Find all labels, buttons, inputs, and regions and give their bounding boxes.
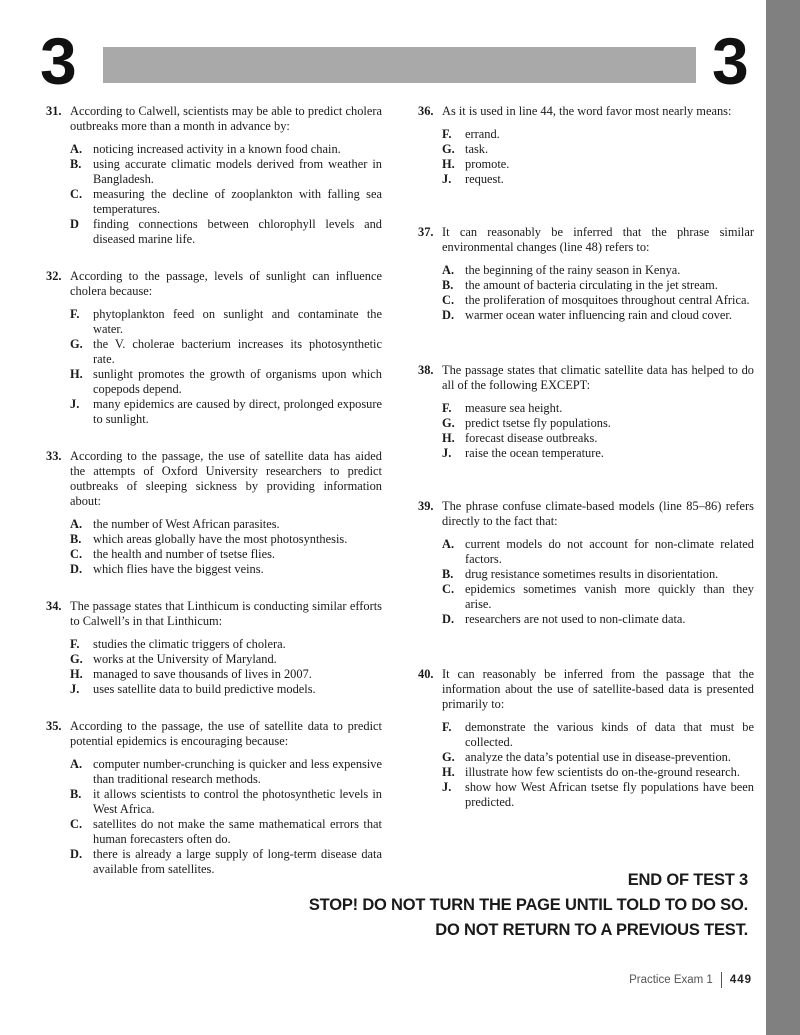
question-number: 37. bbox=[418, 225, 434, 239]
answer-choice-a[interactable]: A. computer number-crunching is quicker and less expensive than traditional research methods. bbox=[70, 757, 382, 786]
question-number: 33. bbox=[46, 449, 62, 463]
answer-choice-h[interactable]: H. forecast disease outbreaks. bbox=[442, 431, 598, 445]
answer-choice-d[interactable]: D. which flies have the biggest veins. bbox=[70, 562, 264, 576]
answer-choice-f[interactable]: F. studies the climatic triggers of cholera. bbox=[70, 637, 286, 651]
question-stem: It can reasonably be inferred from the passage that the information about the use of satellite-based data is presented primarily to: bbox=[442, 667, 754, 711]
answer-choice-g[interactable]: G. task. bbox=[442, 142, 489, 156]
answer-choice-a[interactable]: A. the beginning of the rainy season in Kenya. bbox=[442, 263, 681, 277]
answer-choice-a[interactable]: A. the number of West African parasites. bbox=[70, 517, 280, 531]
end-of-test-notice bbox=[309, 868, 748, 943]
question-35 bbox=[40, 719, 382, 877]
question-stem: The passage states that Linthicum is conducting similar efforts to Calwell’s in that Linthicum: bbox=[70, 599, 382, 628]
answer-choice-f[interactable]: F. errand. bbox=[442, 127, 500, 141]
answer-choice-a[interactable]: A. noticing increased activity in a known food chain. bbox=[70, 142, 341, 156]
question-stem: According to the passage, levels of sunlight can influence cholera because: bbox=[70, 269, 382, 298]
question-stem: It can reasonably be inferred that the phrase similar environmental changes (line 48) refers to: bbox=[442, 225, 754, 254]
answer-choice-j[interactable]: J. raise the ocean temperature. bbox=[442, 446, 604, 460]
section-number-left: 3 bbox=[40, 24, 77, 98]
footer-divider bbox=[721, 972, 722, 988]
question-number: 35. bbox=[46, 719, 62, 733]
question-33 bbox=[40, 449, 382, 577]
answer-choice-b[interactable]: B. drug resistance sometimes results in disorientation. bbox=[442, 567, 719, 581]
answer-choice-j[interactable]: J. request. bbox=[442, 172, 504, 186]
page-edge-tab bbox=[766, 0, 800, 1035]
answer-choice-j[interactable]: J. show how West African tsetse fly populations have been predicted. bbox=[442, 780, 754, 809]
answer-choice-h[interactable]: H. illustrate how few scientists do on-the-ground research. bbox=[442, 765, 740, 779]
answer-choice-c[interactable]: C. the proliferation of mosquitoes throughout central Africa. bbox=[442, 293, 750, 307]
question-number: 32. bbox=[46, 269, 62, 283]
answer-choice-c[interactable]: C. measuring the decline of zooplankton with falling sea temperatures. bbox=[70, 187, 382, 216]
question-38 bbox=[412, 363, 754, 461]
answer-choice-h[interactable]: H. sunlight promotes the growth of organisms upon which copepods depend. bbox=[70, 367, 382, 396]
right-question-column bbox=[412, 104, 754, 834]
answer-choice-g[interactable]: G. the V. cholerae bacterium increases its photosynthetic rate. bbox=[70, 337, 382, 366]
answer-choice-b[interactable]: B. which areas globally have the most photosynthesis. bbox=[70, 532, 348, 546]
question-stem: According to the passage, the use of satellite data to predict potential epidemics is encouraging because: bbox=[70, 719, 382, 748]
question-stem: The phrase confuse climate-based models (line 85–86) refers directly to the fact that: bbox=[442, 499, 754, 528]
answer-choice-c[interactable]: C. satellites do not make the same mathematical errors that human forecasters often do. bbox=[70, 817, 382, 846]
section-header-bar bbox=[103, 47, 696, 83]
answer-choice-j[interactable]: J. uses satellite data to build predictive models. bbox=[70, 682, 316, 696]
answer-choice-d[interactable]: D finding connections between chlorophyll levels and diseased marine life. bbox=[70, 217, 382, 246]
question-36 bbox=[412, 104, 754, 187]
answer-choice-h[interactable]: H. managed to save thousands of lives in 2007. bbox=[70, 667, 312, 681]
section-number-right: 3 bbox=[712, 24, 749, 98]
answer-choice-b[interactable]: B. using accurate climatic models derived from weather in Bangladesh. bbox=[70, 157, 382, 186]
answer-choice-h[interactable]: H. promote. bbox=[442, 157, 510, 171]
question-34 bbox=[40, 599, 382, 697]
answer-choice-d[interactable]: D. there is already a large supply of long-term disease data available from satellites. bbox=[70, 847, 382, 876]
answer-choice-a[interactable]: A. current models do not account for non-climate related factors. bbox=[442, 537, 754, 566]
question-stem: According to the passage, the use of satellite data has aided the attempts of Oxford University researchers to predict outbreaks of sleeping sickness by providing information about: bbox=[70, 449, 382, 508]
answer-choice-d[interactable]: D. warmer ocean water influencing rain and cloud cover. bbox=[442, 308, 732, 322]
question-stem: As it is used in line 44, the word favor most nearly means: bbox=[442, 104, 732, 118]
answer-choice-f[interactable]: F. measure sea height. bbox=[442, 401, 563, 415]
answer-choice-b[interactable]: B. it allows scientists to control the photosynthetic levels in West Africa. bbox=[70, 787, 382, 816]
question-number: 39. bbox=[418, 499, 434, 513]
stop-instruction: STOP! DO NOT TURN THE PAGE UNTIL TOLD TO DO SO. bbox=[308, 896, 748, 914]
question-32 bbox=[40, 269, 382, 427]
footer-label: Practice Exam 1 bbox=[629, 974, 713, 986]
left-question-column bbox=[40, 104, 382, 901]
answer-choice-c[interactable]: C. the health and number of tsetse flies. bbox=[70, 547, 276, 561]
answer-choice-f[interactable]: F. phytoplankton feed on sunlight and contaminate the water. bbox=[70, 307, 382, 336]
answer-choice-g[interactable]: G. predict tsetse fly populations. bbox=[442, 416, 611, 430]
page-number: 449 bbox=[729, 974, 752, 986]
answer-choice-b[interactable]: B. the amount of bacteria circulating in the jet stream. bbox=[442, 278, 718, 292]
page-footer bbox=[629, 972, 752, 988]
question-37 bbox=[412, 225, 754, 323]
question-number: 36. bbox=[418, 104, 434, 118]
answer-choice-c[interactable]: C. epidemics sometimes vanish more quickly than they arise. bbox=[442, 582, 754, 611]
end-of-test-heading: END OF TEST 3 bbox=[627, 871, 748, 889]
answer-choice-g[interactable]: G. works at the University of Maryland. bbox=[70, 652, 277, 666]
question-number: 40. bbox=[418, 667, 434, 681]
answer-choice-g[interactable]: G. analyze the data’s potential use in disease-prevention. bbox=[442, 750, 731, 764]
question-stem: According to Calwell, scientists may be able to predict cholera outbreaks more than a month in advance by: bbox=[70, 104, 382, 133]
question-stem: The passage states that climatic satellite data has helped to do all of the following EXCEPT: bbox=[442, 363, 754, 392]
answer-choice-d[interactable]: D. researchers are not used to non-climate data. bbox=[442, 612, 686, 626]
answer-choice-f[interactable]: F. demonstrate the various kinds of data that must be collected. bbox=[442, 720, 754, 749]
question-40 bbox=[412, 667, 754, 810]
question-31 bbox=[40, 104, 382, 247]
question-number: 31. bbox=[46, 104, 62, 118]
question-39 bbox=[412, 499, 754, 627]
no-return-instruction: DO NOT RETURN TO A PREVIOUS TEST. bbox=[435, 921, 748, 939]
question-number: 34. bbox=[46, 599, 62, 613]
question-number: 38. bbox=[418, 363, 434, 377]
answer-choice-j[interactable]: J. many epidemics are caused by direct, prolonged exposure to sunlight. bbox=[70, 397, 382, 426]
